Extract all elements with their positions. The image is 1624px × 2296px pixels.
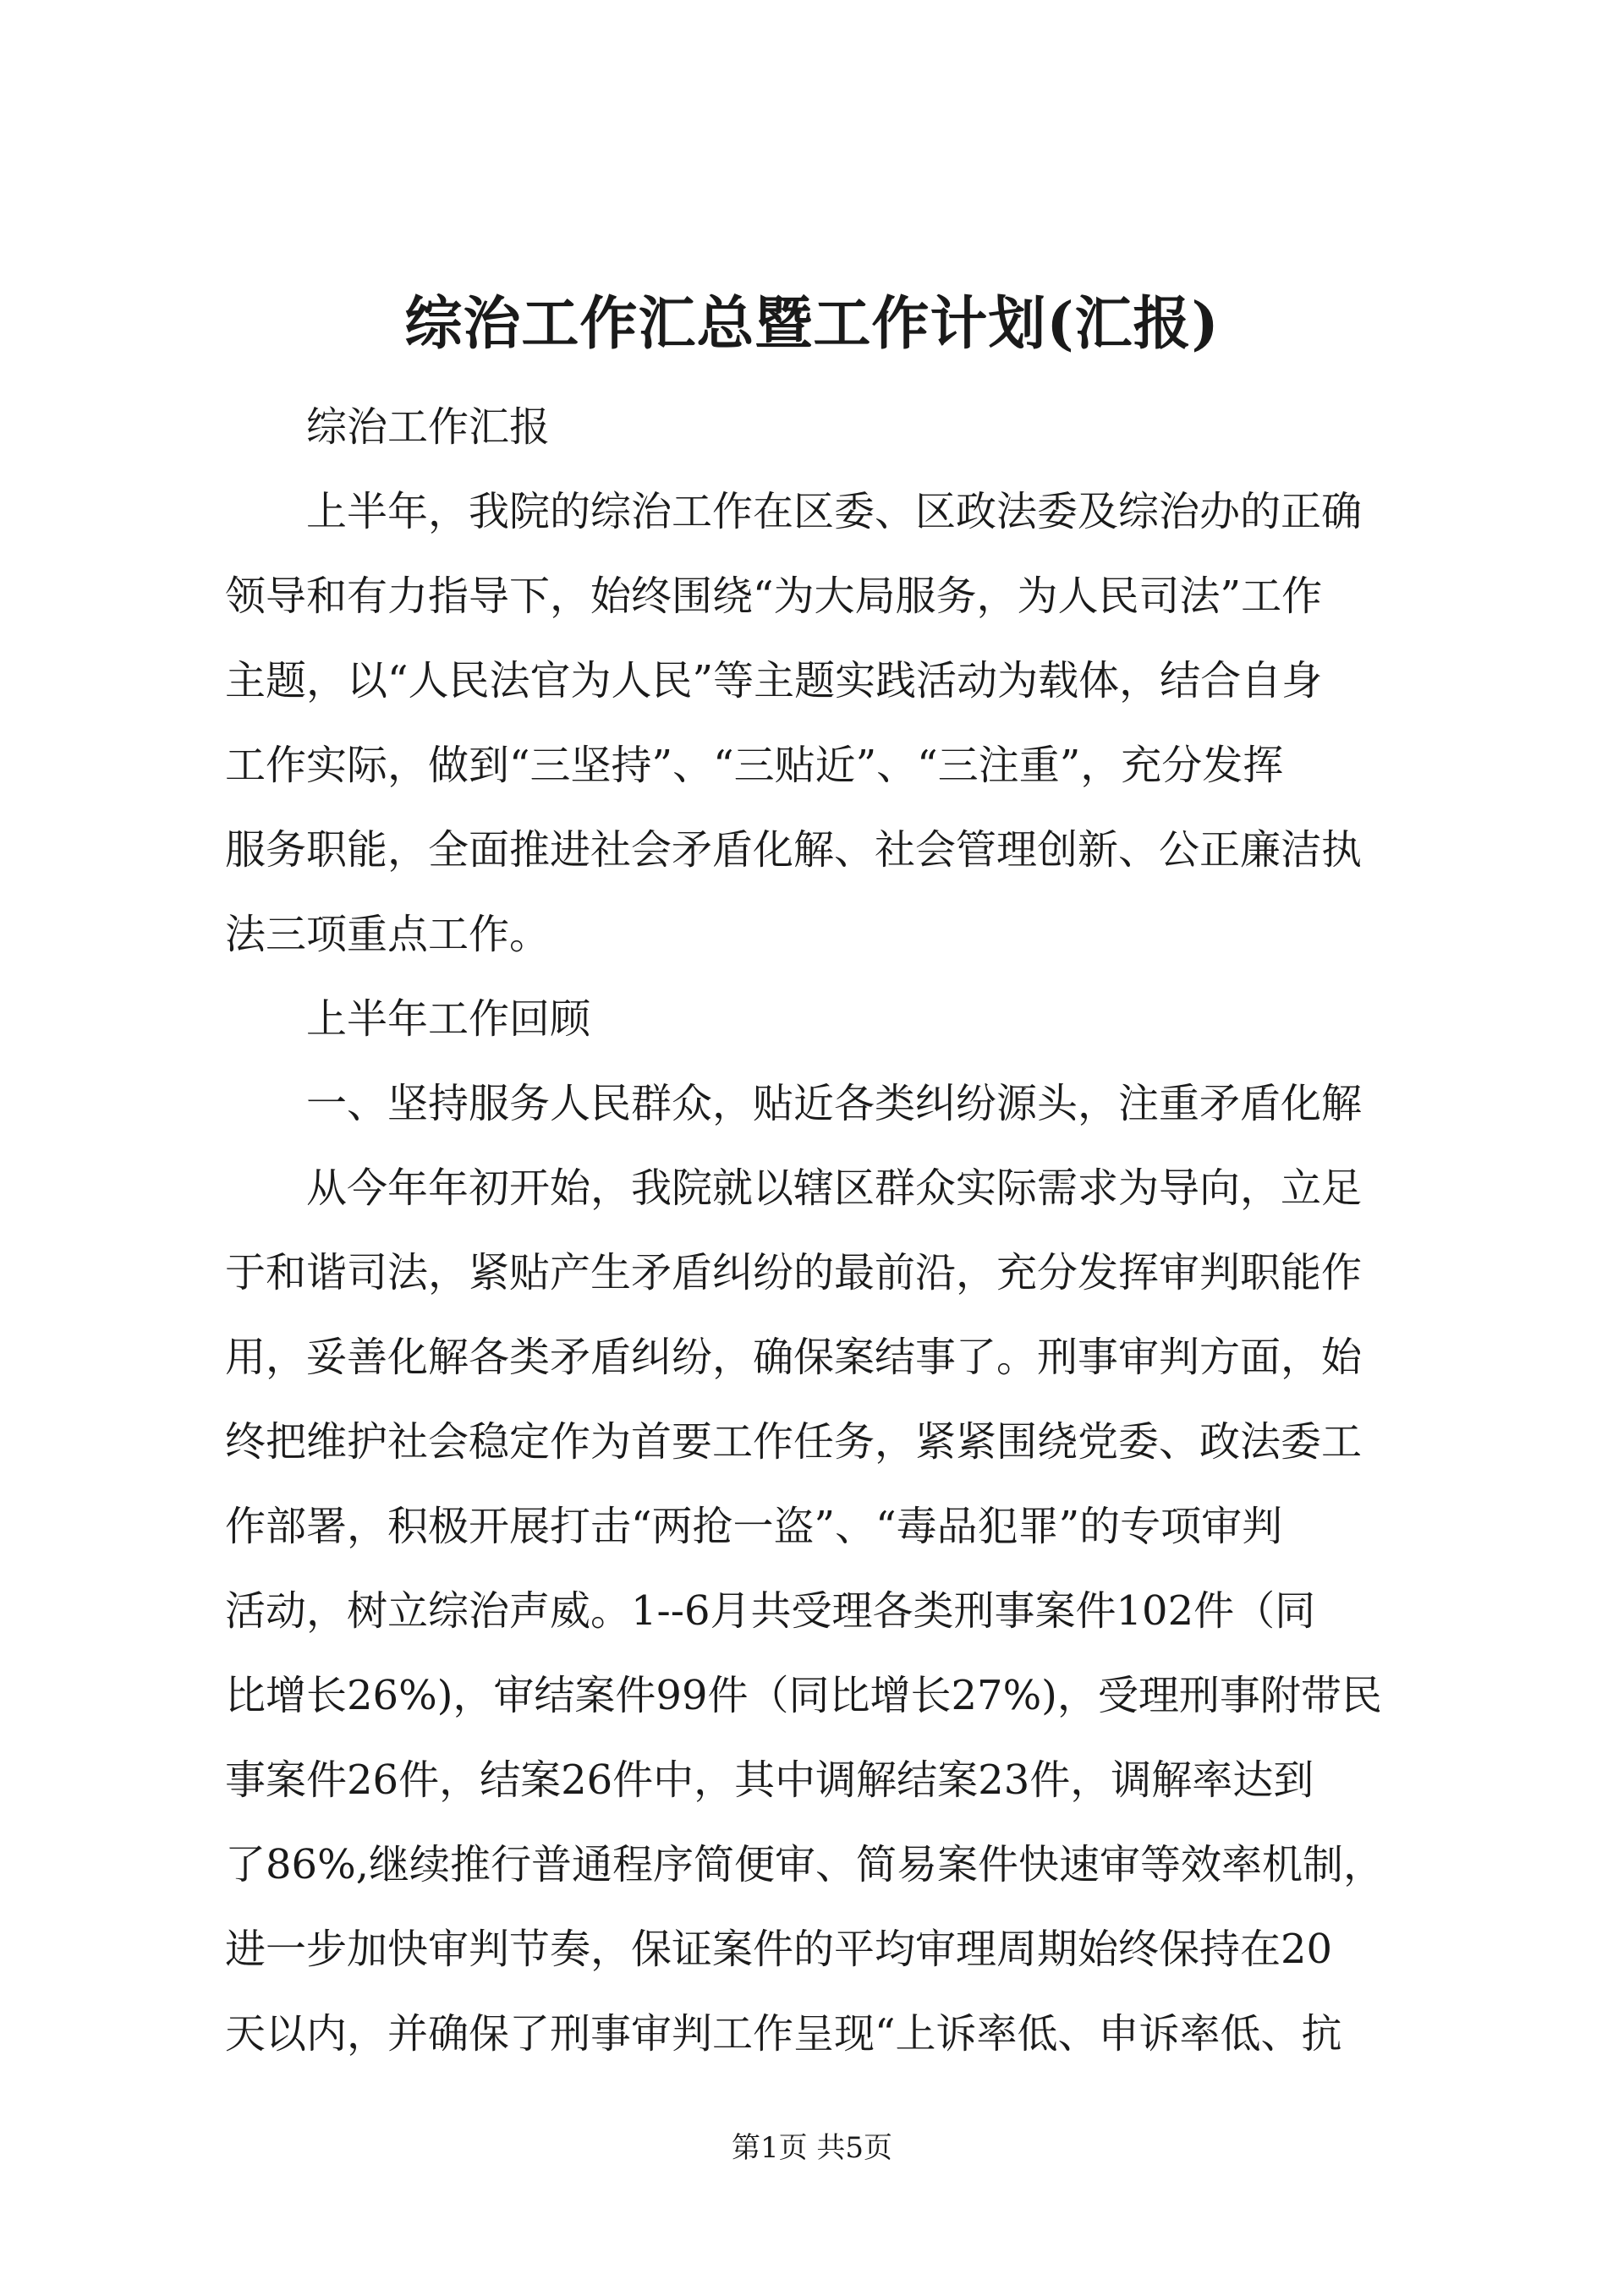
body-line: 从今年年初开始，我院就以辖区群众实际需求为导向，立足 xyxy=(306,1164,1363,1212)
page-footer xyxy=(0,2129,1624,2167)
body-line: 综治工作汇报 xyxy=(306,403,551,451)
body-line: 领导和有力指导下，始终围绕“为大局服务，为人民司法”工作 xyxy=(225,573,1323,620)
body-line: 服务职能，全面推进社会矛盾化解、社会管理创新、公正廉洁执 xyxy=(225,826,1363,874)
body-line: 比增长26%)，审结案件99件（同比增长27%)，受理刑事附带民 xyxy=(225,1672,1382,1719)
page-indicator: 第1页 共5页 xyxy=(731,2131,893,2165)
body-line: 终把维护社会稳定作为首要工作任务，紧紧围绕党委、政法委工 xyxy=(225,1418,1363,1466)
body-line: 用，妥善化解各类矛盾纠纷，确保案结事了。刑事审判方面，始 xyxy=(225,1334,1363,1381)
body-line: 进一步加快审判节奏，保证案件的平均审理周期始终保持在20 xyxy=(225,1926,1333,1973)
body-line: 工作实际，做到“三坚持”、“三贴近”、“三注重”，充分发挥 xyxy=(225,742,1284,789)
body-line: 法三项重点工作。 xyxy=(225,911,551,958)
body-line: 一、坚持服务人民群众，贴近各类纠纷源头，注重矛盾化解 xyxy=(306,1080,1363,1127)
body-line: 主题，以“人民法官为人民”等主题实践活动为载体，结合自身 xyxy=(225,657,1323,704)
body-line: 了86%,继续推行普通程序简便审、简易案件快速审等效率机制， xyxy=(225,1841,1384,1888)
body-line: 上半年，我院的综治工作在区委、区政法委及综治办的正确 xyxy=(306,488,1363,535)
body-line: 活动，树立综治声威。1--6月共受理各类刑事案件102件（同 xyxy=(225,1587,1316,1635)
body-line: 上半年工作回顾 xyxy=(306,995,591,1043)
body-line: 事案件26件，结案26件中，其中调解结案23件，调解率达到 xyxy=(225,1756,1314,1804)
document-title: 综治工作汇总暨工作计划(汇报) xyxy=(404,290,1220,358)
body-line: 于和谐司法，紧贴产生矛盾纠纷的最前沿，充分发挥审判职能作 xyxy=(225,1249,1363,1296)
document-body xyxy=(225,385,1426,2076)
body-line: 作部署，积极开展打击“两抢一盗”、“毒品犯罪”的专项审判 xyxy=(225,1503,1283,1550)
body-line: 天以内，并确保了刑事审判工作呈现“上诉率低、申诉率低、抗 xyxy=(225,2010,1342,2058)
